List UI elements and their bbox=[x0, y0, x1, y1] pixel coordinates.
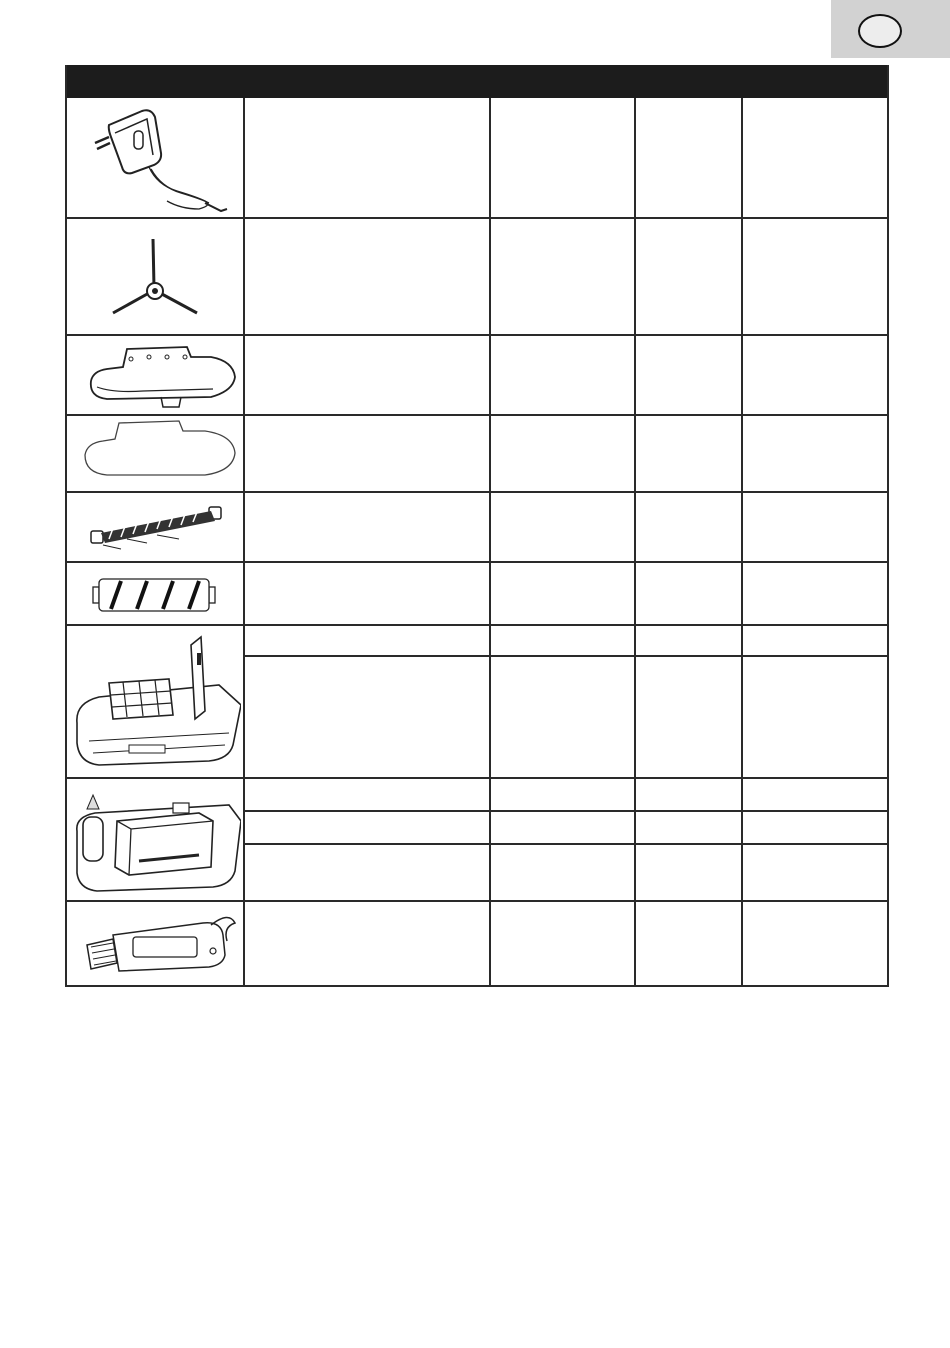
code-cell bbox=[491, 100, 634, 112]
note-cell bbox=[743, 626, 887, 638]
code-cell bbox=[491, 563, 634, 575]
table-border-left bbox=[65, 65, 67, 987]
code-cell bbox=[491, 336, 634, 348]
code-cell bbox=[491, 779, 634, 791]
description-cell bbox=[245, 219, 489, 231]
description-cell bbox=[245, 779, 489, 791]
description-cell bbox=[245, 100, 489, 112]
rubber-brush-icon bbox=[89, 573, 219, 617]
qty-cell bbox=[636, 845, 741, 857]
description-cell bbox=[245, 336, 489, 348]
header-col-code bbox=[490, 65, 635, 77]
qty-cell bbox=[636, 219, 741, 231]
description-cell bbox=[245, 493, 489, 505]
code-cell bbox=[491, 902, 634, 914]
language-badge bbox=[858, 14, 902, 48]
code-cell bbox=[491, 416, 634, 428]
qty-cell bbox=[636, 779, 741, 791]
table-header bbox=[65, 65, 889, 98]
side-brush-icon bbox=[105, 235, 205, 320]
note-cell bbox=[743, 563, 887, 575]
note-cell bbox=[743, 100, 887, 112]
code-cell bbox=[491, 812, 634, 824]
note-cell bbox=[743, 779, 887, 791]
water-tank-icon bbox=[69, 781, 241, 897]
table-border-bottom bbox=[65, 985, 889, 987]
mop-holder-icon bbox=[83, 341, 243, 411]
description-cell bbox=[245, 902, 489, 914]
header-col-qty bbox=[635, 65, 742, 77]
description-cell bbox=[245, 626, 489, 638]
note-cell bbox=[743, 812, 887, 824]
header-col-note bbox=[742, 65, 889, 77]
qty-cell bbox=[636, 336, 741, 348]
header-col-image bbox=[65, 65, 244, 77]
note-cell bbox=[743, 902, 887, 914]
note-cell bbox=[743, 657, 887, 669]
code-cell bbox=[491, 493, 634, 505]
main-brush-icon bbox=[87, 497, 227, 557]
code-cell bbox=[491, 845, 634, 857]
qty-cell bbox=[636, 416, 741, 428]
description-cell bbox=[245, 657, 489, 669]
qty-cell bbox=[636, 902, 741, 914]
note-cell bbox=[743, 336, 887, 348]
cleaning-tool-icon bbox=[83, 905, 243, 981]
spare-parts-table bbox=[65, 65, 889, 987]
qty-cell bbox=[636, 100, 741, 112]
code-cell bbox=[491, 657, 634, 669]
code-cell bbox=[491, 626, 634, 638]
description-cell bbox=[245, 812, 489, 824]
note-cell bbox=[743, 845, 887, 857]
qty-cell bbox=[636, 563, 741, 575]
dust-bin-icon bbox=[69, 633, 241, 773]
description-cell bbox=[245, 416, 489, 428]
note-cell bbox=[743, 416, 887, 428]
note-cell bbox=[743, 219, 887, 231]
qty-cell bbox=[636, 626, 741, 638]
language-tab bbox=[831, 0, 950, 58]
qty-cell bbox=[636, 812, 741, 824]
qty-cell bbox=[636, 657, 741, 669]
mop-cloth-icon bbox=[81, 417, 241, 487]
header-col-description bbox=[244, 65, 490, 77]
qty-cell bbox=[636, 493, 741, 505]
code-cell bbox=[491, 219, 634, 231]
description-cell bbox=[245, 845, 489, 857]
description-cell bbox=[245, 563, 489, 575]
power-adapter-icon bbox=[87, 105, 237, 215]
note-cell bbox=[743, 493, 887, 505]
table-border-right bbox=[887, 65, 889, 987]
